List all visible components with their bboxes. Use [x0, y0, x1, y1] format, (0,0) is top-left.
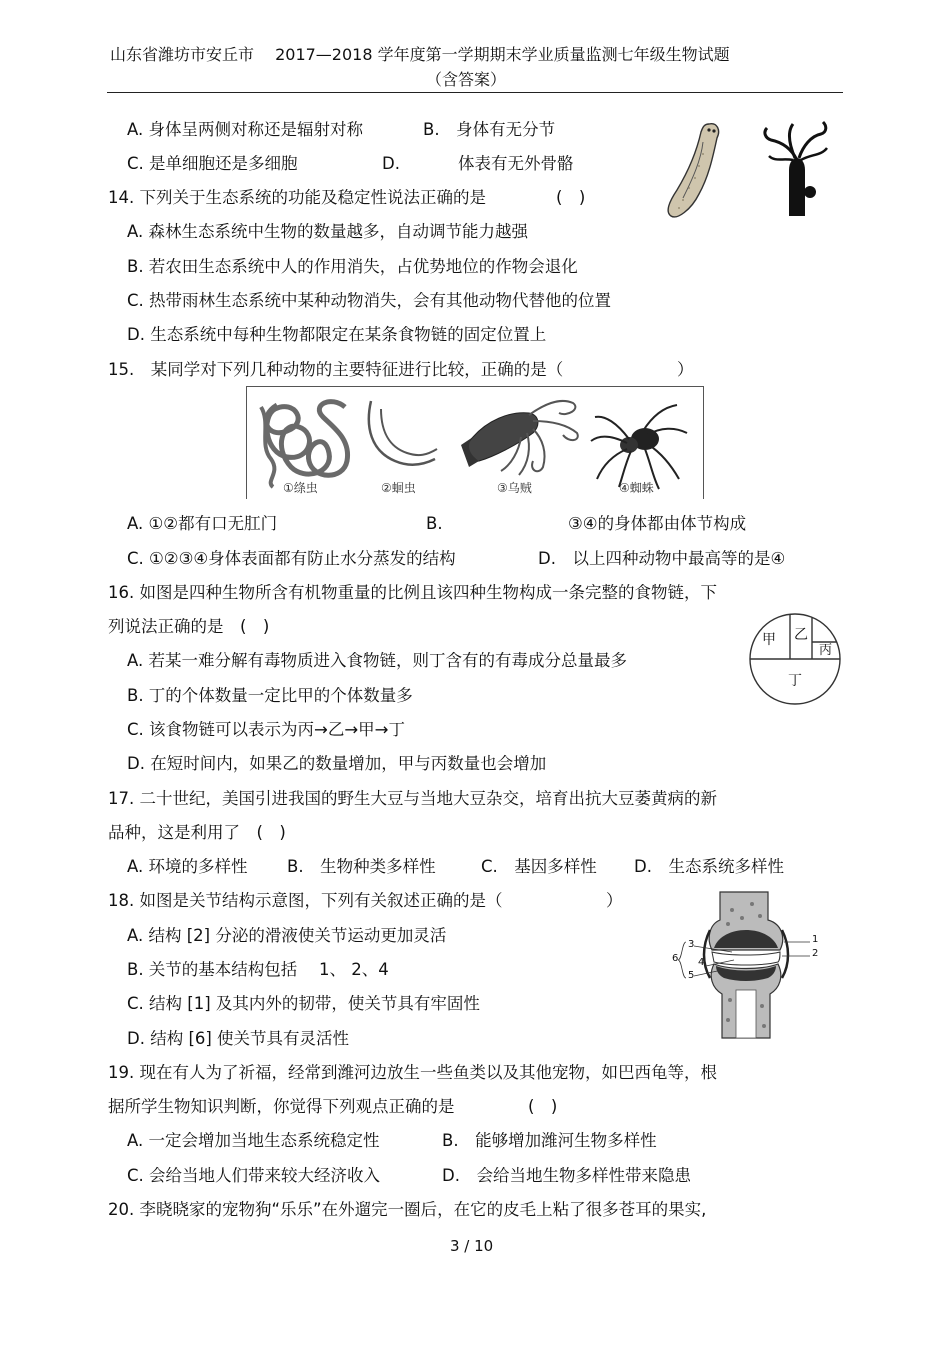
q19-option-b: B. 能够增加潍河生物多样性: [442, 1131, 657, 1150]
lower-bone: [711, 964, 781, 1038]
header-divider: [107, 92, 843, 93]
q19-stem-line1: 19. 现在有人为了祈福，经常到潍河边放生一些鱼类以及其他宠物，如巴西龟等，根: [108, 1063, 717, 1082]
q15-option-a: A. ①②都有口无肛门: [127, 514, 278, 533]
q14-option-d: D. 生态系统中每种生物都限定在某条食物链的固定位置上: [127, 325, 547, 344]
q13-option-a: A. 身体呈两侧对称还是辐射对称: [127, 120, 363, 139]
q17-option-c: C. 基因多样性: [481, 857, 597, 876]
q15-option-b-text: ③④的身体都由体节构成: [568, 514, 747, 533]
q16-stem-line2: 列说法正确的是 ( ): [108, 617, 270, 636]
q19-option-d: D. 会给当地生物多样性带来隐患: [442, 1166, 691, 1185]
q17-option-d: D. 生态系统多样性: [634, 857, 784, 876]
q16-pie-diagram: [748, 612, 842, 706]
pie-label-jia: 甲: [762, 632, 776, 648]
squid-image: [461, 401, 578, 475]
q19-option-c: C. 会给当地人们带来较大经济收入: [127, 1166, 381, 1185]
q15-label-spider: ④蜘蛛: [619, 481, 654, 495]
q16-option-d: D. 在短时间内，如果乙的数量增加，甲与丙数量也会增加: [127, 754, 547, 773]
q15-option-c: C. ①②③④身体表面都有防止水分蒸发的结构: [127, 549, 456, 568]
q18-option-d: D. 结构 [6] 使关节具有灵活性: [127, 1029, 350, 1048]
pie-label-bing: 丙: [819, 643, 833, 658]
q15-option-b-letter: B.: [426, 514, 443, 533]
spider-image: [591, 405, 687, 489]
q18-joint-diagram: [672, 890, 824, 1040]
q13-option-c: C. 是单细胞还是多细胞: [127, 154, 298, 173]
q14-stem: 14. 下列关于生态系统的功能及稳定性说法正确的是: [108, 188, 486, 207]
q13-animal-figure: [665, 118, 835, 222]
q17-option-a: A. 环境的多样性: [127, 857, 248, 876]
q19-stem-line2: 据所学生物知识判断，你觉得下列观点正确的是: [108, 1097, 455, 1116]
q20-stem: 20. 李晓晓家的宠物狗“乐乐”在外遛完一圈后，在它的皮毛上粘了很多苍耳的果实,: [108, 1200, 707, 1219]
q18-stem: 18. 如图是关节结构示意图，下列有关叙述正确的是（: [108, 891, 503, 910]
q15-label-tapeworm: ①绦虫: [283, 481, 318, 495]
joint-label-3: 3: [688, 939, 695, 950]
pie-label-ding: 丁: [788, 673, 802, 689]
joint-cavity: [712, 952, 780, 965]
tapeworm-image: [261, 402, 348, 487]
q17-stem-line1: 17. 二十世纪，美国引进我国的野生大豆与当地大豆杂交，培育出抗大豆萎黄病的新: [108, 789, 717, 808]
q14-option-a: A. 森林生态系统中生物的数量越多，自动调节能力越强: [127, 222, 528, 241]
hydra-image: [765, 122, 827, 216]
q19-answer-blank: ( ): [528, 1097, 558, 1116]
joint-label-5: 5: [688, 970, 695, 981]
q14-option-c: C. 热带雨林生态系统中某种动物消失，会有其他动物代替他的位置: [127, 291, 612, 310]
pie-label-yi: 乙: [794, 627, 808, 643]
document-header-line1: 山东省潍坊市安丘市 2017—2018 学年度第一学期期末学业质量监测七年级生物试题: [110, 45, 730, 64]
q18-option-a: A. 结构 [2] 分泌的滑液使关节运动更加灵活: [127, 926, 447, 945]
q15-answer-close: ）: [677, 360, 694, 379]
planarian-image: [668, 124, 718, 217]
page-number: 3 / 10: [450, 1237, 494, 1255]
q16-stem-line1: 16. 如图是四种生物所含有机物重量的比例且该四种生物构成一条完整的食物链，下: [108, 583, 717, 602]
q13-option-b: B. 身体有无分节: [423, 120, 556, 139]
joint-label-1: 1: [812, 934, 819, 945]
q18-answer-close: ）: [606, 891, 623, 910]
q17-option-b: B. 生物种类多样性: [287, 857, 436, 876]
joint-label-4: 4: [698, 957, 705, 968]
roundworm-image: [369, 401, 437, 465]
q14-option-b: B. 若农田生态系统中人的作用消失，占优势地位的作物会退化: [127, 257, 578, 276]
q16-option-a: A. 若某一难分解有毒物质进入食物链，则丁含有的有毒成分总量最多: [127, 651, 627, 670]
q16-option-b: B. 丁的个体数量一定比甲的个体数量多: [127, 686, 413, 705]
joint-label-6: 6: [672, 953, 679, 964]
document-header-line2: （含答案）: [426, 70, 507, 89]
q14-answer-blank: ( ): [556, 188, 586, 207]
joint-label-2: 2: [812, 948, 819, 959]
q13-option-d-text: 体表有无外骨骼: [458, 154, 574, 173]
q15-animal-figure: [246, 386, 704, 499]
q13-option-d-letter: D.: [382, 154, 400, 173]
q16-option-c: C. 该食物链可以表示为丙→乙→甲→丁: [127, 720, 405, 739]
q15-label-squid: ③乌贼: [497, 481, 532, 495]
q15-label-roundworm: ②蛔虫: [381, 481, 416, 495]
q19-option-a: A. 一定会增加当地生态系统稳定性: [127, 1131, 380, 1150]
upper-bone: [709, 892, 783, 950]
q18-option-b: B. 关节的基本结构包括 1、 2、4: [127, 960, 389, 979]
q18-option-c: C. 结构 [1] 及其内外的韧带，使关节具有牢固性: [127, 994, 480, 1013]
q15-option-d: D. 以上四种动物中最高等的是④: [538, 549, 786, 568]
q15-stem: 15. 某同学对下列几种动物的主要特征进行比较，正确的是（: [108, 360, 564, 379]
q17-stem-line2: 品种，这是利用了 ( ): [108, 823, 286, 842]
